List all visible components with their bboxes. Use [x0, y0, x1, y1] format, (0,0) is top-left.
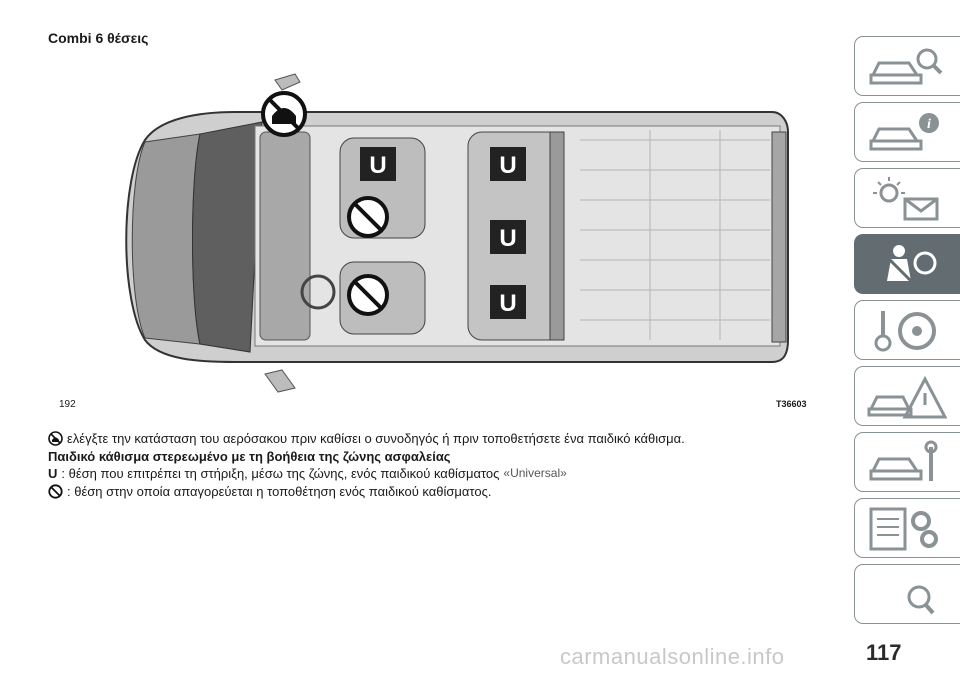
- airbag-off-icon: [48, 431, 63, 446]
- windscreen: [193, 122, 263, 352]
- svg-text:i: i: [927, 117, 931, 132]
- warning-light-message-icon: [867, 175, 947, 223]
- tab-specifications[interactable]: [854, 498, 960, 558]
- rear-doors: [772, 132, 786, 342]
- belt-seat-heading: Παιδικό κάθισμα στερεωμένο με τη βοήθεια της ζώνης ασφαλείας: [48, 448, 451, 464]
- seat-u-marker: [490, 285, 526, 319]
- airbag-check-line: [48, 430, 838, 448]
- rear-bench-backrest: [550, 132, 564, 340]
- no-child-seat-marker: [349, 276, 387, 314]
- airbag-no-child-seat-sign: [263, 93, 305, 135]
- specifications-gears-icon: [867, 505, 947, 553]
- seat-u-marker: [490, 220, 526, 254]
- dashboard: [260, 132, 310, 340]
- prohibited-legend-text: : θέση στην οποία απαγορεύεται η τοποθέτηση ενός παιδικού καθίσματος.: [67, 483, 492, 499]
- breakdown-warning-triangle-icon: [867, 373, 947, 421]
- figure-code: T36603: [776, 399, 807, 409]
- car-search-icon: [867, 43, 947, 91]
- van-top-view: [50, 70, 815, 420]
- tab-safety[interactable]: [854, 234, 960, 294]
- u-legend-line: [48, 465, 838, 483]
- airbag-seatbelt-icon: [867, 241, 947, 289]
- right-mirror: [265, 370, 295, 392]
- left-mirror: [275, 74, 300, 90]
- key-steering-wheel-icon: [867, 307, 947, 355]
- tab-car-search[interactable]: [854, 36, 960, 96]
- svg-text:U: U: [499, 290, 517, 317]
- car-wrench-icon: [867, 439, 947, 487]
- tab-index[interactable]: [854, 564, 960, 624]
- u-legend-text: : θέση που επιτρέπει τη στήριξη, μέσω της ζώνης, ενός παιδικού καθίσματος: [61, 466, 500, 481]
- svg-text:U: U: [499, 225, 517, 252]
- van-hood: [132, 134, 200, 344]
- seat-u-marker: [490, 147, 526, 181]
- tab-car-info[interactable]: [854, 102, 960, 162]
- no-child-seat-marker: [349, 198, 387, 236]
- tab-starting-driving[interactable]: [854, 300, 960, 360]
- car-info-icon: [867, 109, 947, 157]
- page-number: 117: [866, 640, 902, 665]
- instructions-text: [48, 430, 838, 500]
- section-title: Combi 6 θέσεις: [48, 30, 149, 46]
- figure-number: 192: [59, 399, 76, 410]
- alphabetical-index-icon: [867, 571, 947, 619]
- watermark: carmanualsonline.info: [560, 644, 785, 669]
- svg-text:U: U: [369, 152, 387, 179]
- prohibited-icon: [48, 484, 63, 499]
- seat-u-marker: [360, 147, 396, 181]
- tab-warning-lights[interactable]: [854, 168, 960, 228]
- u-legend-key: U: [48, 466, 58, 481]
- svg-text:U: U: [499, 152, 517, 179]
- van-seating-diagram: [50, 70, 815, 420]
- airbag-check-text: ελέγξτε την κατάσταση του αερόσακου πριν καθίσει ο συνοδηγός ή πριν τοποθετήσετε ένα παιδικό κάθισμα.: [67, 431, 685, 446]
- tab-maintenance[interactable]: [854, 432, 960, 492]
- universal-label: «Universal»: [503, 466, 567, 480]
- prohibited-legend-line: [48, 483, 838, 501]
- tab-emergency[interactable]: [854, 366, 960, 426]
